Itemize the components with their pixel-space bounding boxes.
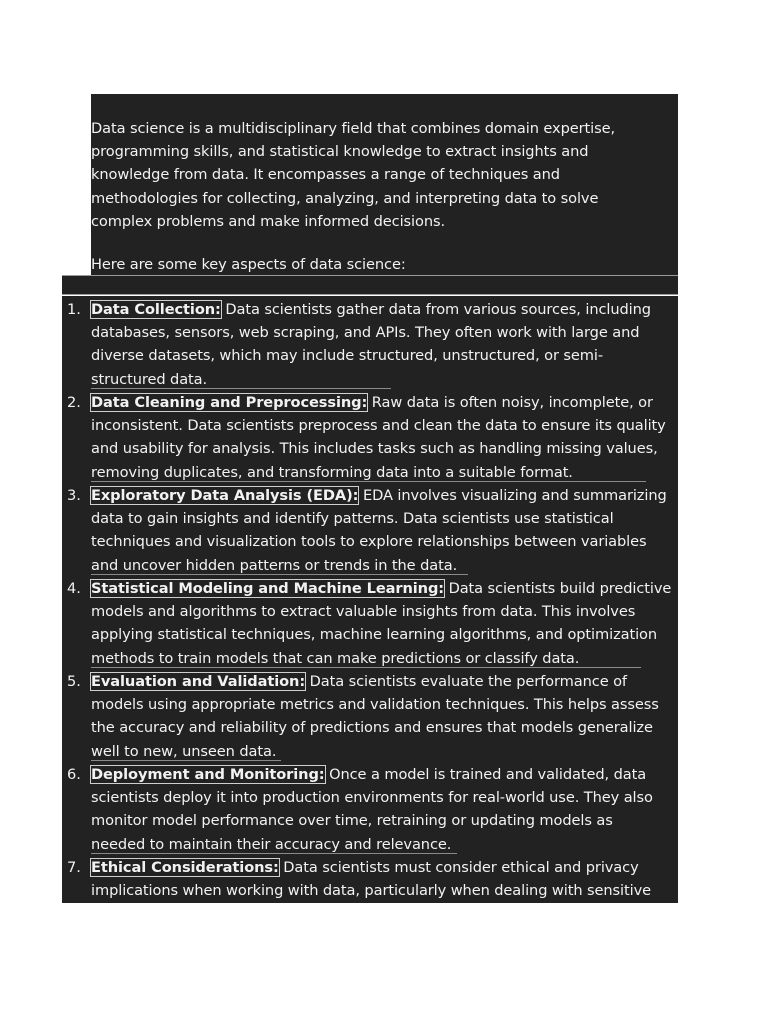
divider-line-top xyxy=(62,275,678,276)
list-item-text xyxy=(91,856,678,902)
intro-lead-sentence: Here are some key aspects of data science: xyxy=(91,256,406,273)
list-item-body: Data scientists evaluate the performance of models using appropriate metrics and validation techniques. This helps assess the accuracy and reliability of predictions and ensures that models generalize well to new, unseen data. xyxy=(91,673,659,760)
list-item-body: Data scientists build predictive models and algorithms to extract valuable insights from data. This involves applying statistical techniques, machine learning algorithms, and optimization methods to train models that can make predictions or classify data. xyxy=(91,580,672,667)
paragraph-rule xyxy=(91,760,281,761)
list-item-text xyxy=(91,298,678,391)
list-item-title: Statistical Modeling and Machine Learning: xyxy=(91,580,445,597)
intro-section xyxy=(91,94,678,275)
list-item-body: Once a model is trained and validated, data scientists deploy it into production environments for real-world use. They also monitor model performance over time, retraining or updating models as needed to maintain their accuracy and relevance. xyxy=(91,766,653,853)
paragraph-rule xyxy=(91,388,391,389)
list-item-title: Deployment and Monitoring: xyxy=(91,766,325,783)
list-item-title: Data Cleaning and Preprocessing: xyxy=(91,394,368,411)
paragraph-rule xyxy=(91,853,457,854)
paragraph-rule xyxy=(91,481,646,482)
list-item-title: Data Collection: xyxy=(91,301,221,318)
section-divider xyxy=(62,275,678,295)
list-item-number: 5. xyxy=(67,673,81,690)
list-item-text xyxy=(91,484,678,577)
list-item-text xyxy=(91,391,678,484)
divider-line-bottom xyxy=(62,294,678,295)
list-item-title: Evaluation and Validation: xyxy=(91,673,306,690)
list-item-text xyxy=(91,763,678,856)
list-item-number: 3. xyxy=(67,487,81,504)
list-item-text xyxy=(91,670,678,763)
list-item-title: Ethical Considerations: xyxy=(91,859,279,876)
list-item-number: 1. xyxy=(67,301,81,318)
list-item-body: Raw data is often noisy, incomplete, or inconsistent. Data scientists preprocess and clean the data to ensure its quality and usability for analysis. This includes tasks such as handling missing values, removing duplicates, and transforming data into a suitable format. xyxy=(91,394,666,481)
list-item-number: 4. xyxy=(67,580,81,597)
list-item-number: 6. xyxy=(67,766,81,783)
list-item-number: 2. xyxy=(67,394,81,411)
list-item-body: EDA involves visualizing and summarizing data to gain insights and identify patterns. Data scientists use statistical techniques and visualization tools to explore relationships between variables and uncover hidden patterns or trends in the data. xyxy=(91,487,667,574)
list-item-text xyxy=(91,577,678,670)
aspects-list xyxy=(62,296,678,903)
paragraph-rule xyxy=(91,667,641,668)
paragraph-rule xyxy=(91,574,468,575)
list-item-title: Exploratory Data Analysis (EDA): xyxy=(91,487,359,504)
list-item-body: Data scientists gather data from various sources, including databases, sensors, web scraping, and APIs. They often work with large and diverse datasets, which may include structured, unstructured, or semi- structured data. xyxy=(91,301,651,388)
intro-paragraph: Data science is a multidisciplinary field that combines domain expertise, programming skills, and statistical knowledge to extract insights and knowledge from data. It encompasses a range of techniques and methodologies for collecting, analyzing, and interpreting data to solve complex problems and make informed decisions. xyxy=(91,120,616,230)
list-item-body: Data scientists must consider ethical and privacy implications when working with data, particularly when dealing with sensitive xyxy=(91,859,651,900)
list-item-number: 7. xyxy=(67,859,81,876)
